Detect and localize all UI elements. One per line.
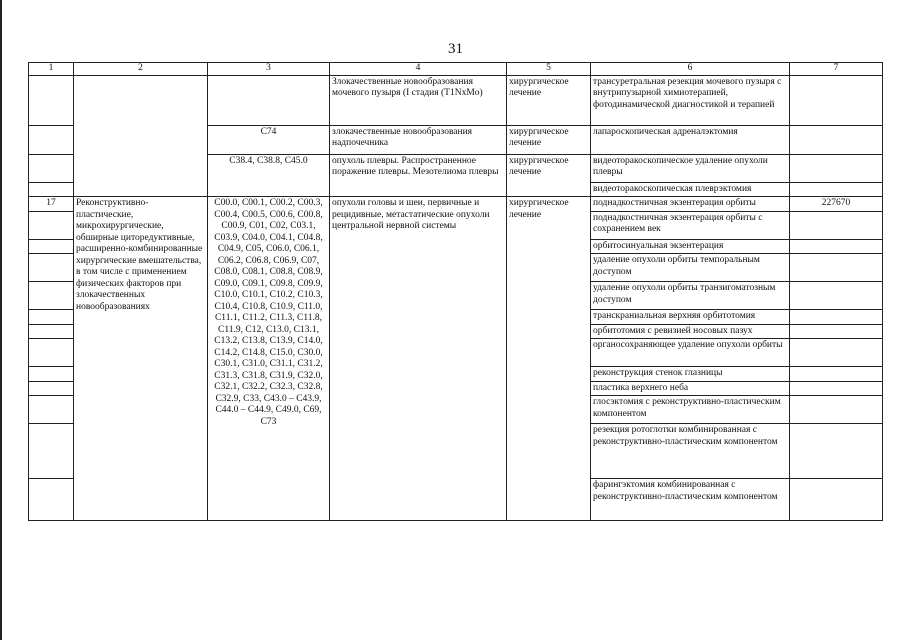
- method-cell: удаление опухоли орбиты транзигоматозным доступом: [591, 282, 790, 310]
- column-number-row: [29, 63, 883, 76]
- table-row: [29, 75, 883, 125]
- method-cell: пластика верхнего неба: [591, 381, 790, 396]
- column-header: 2: [74, 63, 208, 76]
- price-cell: [790, 254, 883, 282]
- icd-code-cell: C00.0, C00.1, C00.2, C00.3, C00.4, C00.5, C00.6, C00.8, C00.9, C01, C02, C03.1, C03.9, C04.0, C04.1, C04.8, C04.9, C05, C06.0, C06.1, C06.2, C06.8, C06.9, C07, C08.0, C08.1, C08.8, C08.9, C09.0, C09.1, C09.8, C09.9, C10.0, C10.1, C10.2, C10.3, C10.4, C10.8, C10.9, C11.0, C11.1, C11.2, C11.3, C11.8, C11.9, C12, C13.0, C13.1, C13.2, C13.8, C13.9, C14.0, C14.2, C14.8, C15.0, C30.0, C30.1, C31.0, C31.1, C31.2, C31.3, C31.8, C31.9, C32.0, C32.1, C32.2, C32.3, C32.8, C32.9, C33, C43.0 – C43.9, C44.0 – C44.9, C49.0, C69, C73: [208, 197, 330, 521]
- method-cell: органосохраняющее удаление опухоли орбиты: [591, 339, 790, 367]
- row-number-cell: [29, 282, 74, 310]
- row-number-cell: [29, 254, 74, 282]
- method-cell: трансуретральная резекция мочевого пузыря с внутрипузырной химиотерапией, фотодинамической диагностикой и терапией: [591, 75, 790, 125]
- price-cell: 227670: [790, 197, 883, 212]
- row-number-cell: [29, 75, 74, 125]
- method-cell: фарингэктомия комбинированная с реконструктивно-пластическим компонентом: [591, 479, 790, 521]
- method-cell: поднадкостничная экзентерация орбиты с сохранением век: [591, 211, 790, 239]
- row-number-cell: [29, 310, 74, 325]
- care-type-cell: [74, 75, 208, 197]
- row-number-cell: [29, 339, 74, 367]
- method-cell: транскраниальная верхняя орбитотомия: [591, 310, 790, 325]
- price-cell: [790, 324, 883, 339]
- care-type-cell: Реконструктивно-пластические, микрохирургические, обширные циторедуктивные, расширенно-комбинированные хирургические вмешательства, в том числе с применением физических факторов при злокачественных новообразованиях: [74, 197, 208, 521]
- price-cell: [790, 396, 883, 424]
- price-cell: [790, 310, 883, 325]
- diagnosis-cell: опухоли головы и шеи, первичные и рецидивные, метастатические опухоли центральной нервной системы: [330, 197, 507, 521]
- column-header: 5: [507, 63, 591, 76]
- price-cell: [790, 479, 883, 521]
- table-row: [29, 197, 883, 212]
- icd-code-cell: C74: [208, 125, 330, 154]
- row-number-cell: [29, 211, 74, 239]
- price-cell: [790, 154, 883, 182]
- row-number-cell: 17: [29, 197, 74, 212]
- method-cell: резекция ротоглотки комбинированная с реконструктивно-пластическим компонентом: [591, 424, 790, 479]
- method-cell: поднадкостничная экзентерация орбиты: [591, 197, 790, 212]
- price-cell: [790, 239, 883, 254]
- row-number-cell: [29, 182, 74, 197]
- price-cell: [790, 75, 883, 125]
- method-cell: видеоторакоскопическое удаление опухоли плевры: [591, 154, 790, 182]
- treatment-type-cell: хирургическое лечение: [507, 75, 591, 125]
- diagnosis-cell: злокачественные новообразования надпочечника: [330, 125, 507, 154]
- method-cell: видеоторакоскопическая плеврэктомия: [591, 182, 790, 197]
- price-cell: [790, 282, 883, 310]
- diagnosis-cell: опухоль плевры. Распространенное поражение плевры. Мезотелиома плевры: [330, 154, 507, 197]
- method-cell: лапароскопическая адреналэктомия: [591, 125, 790, 154]
- column-header: 1: [29, 63, 74, 76]
- row-number-cell: [29, 125, 74, 154]
- page-edge-rule: [0, 0, 2, 640]
- price-cell: [790, 381, 883, 396]
- row-number-cell: [29, 396, 74, 424]
- column-header: 3: [208, 63, 330, 76]
- row-number-cell: [29, 324, 74, 339]
- column-header: 6: [591, 63, 790, 76]
- row-number-cell: [29, 367, 74, 382]
- column-header: 4: [330, 63, 507, 76]
- price-cell: [790, 339, 883, 367]
- icd-code-cell: [208, 75, 330, 125]
- price-cell: [790, 211, 883, 239]
- treatment-type-cell: хирургическое лечение: [507, 197, 591, 521]
- treatment-type-cell: хирургическое лечение: [507, 154, 591, 197]
- price-cell: [790, 367, 883, 382]
- treatment-type-cell: хирургическое лечение: [507, 125, 591, 154]
- price-cell: [790, 125, 883, 154]
- method-cell: удаление опухоли орбиты темпоральным доступом: [591, 254, 790, 282]
- page-number: 31: [448, 41, 463, 57]
- method-cell: орбитотомия с ревизией носовых пазух: [591, 324, 790, 339]
- row-number-cell: [29, 154, 74, 182]
- diagnosis-cell: Злокачественные новообразования мочевого пузыря (I стадия (T1NxMo): [330, 75, 507, 125]
- method-cell: глосэктомия с реконструктивно-пластическим компонентом: [591, 396, 790, 424]
- row-number-cell: [29, 424, 74, 479]
- column-header: 7: [790, 63, 883, 76]
- method-cell: реконструкция стенок глазницы: [591, 367, 790, 382]
- row-number-cell: [29, 381, 74, 396]
- medical-care-table: [28, 62, 883, 521]
- price-cell: [790, 424, 883, 479]
- price-cell: [790, 182, 883, 197]
- method-cell: орбитосинуальная экзентерация: [591, 239, 790, 254]
- row-number-cell: [29, 239, 74, 254]
- row-number-cell: [29, 479, 74, 521]
- icd-code-cell: C38.4, C38.8, C45.0: [208, 154, 330, 197]
